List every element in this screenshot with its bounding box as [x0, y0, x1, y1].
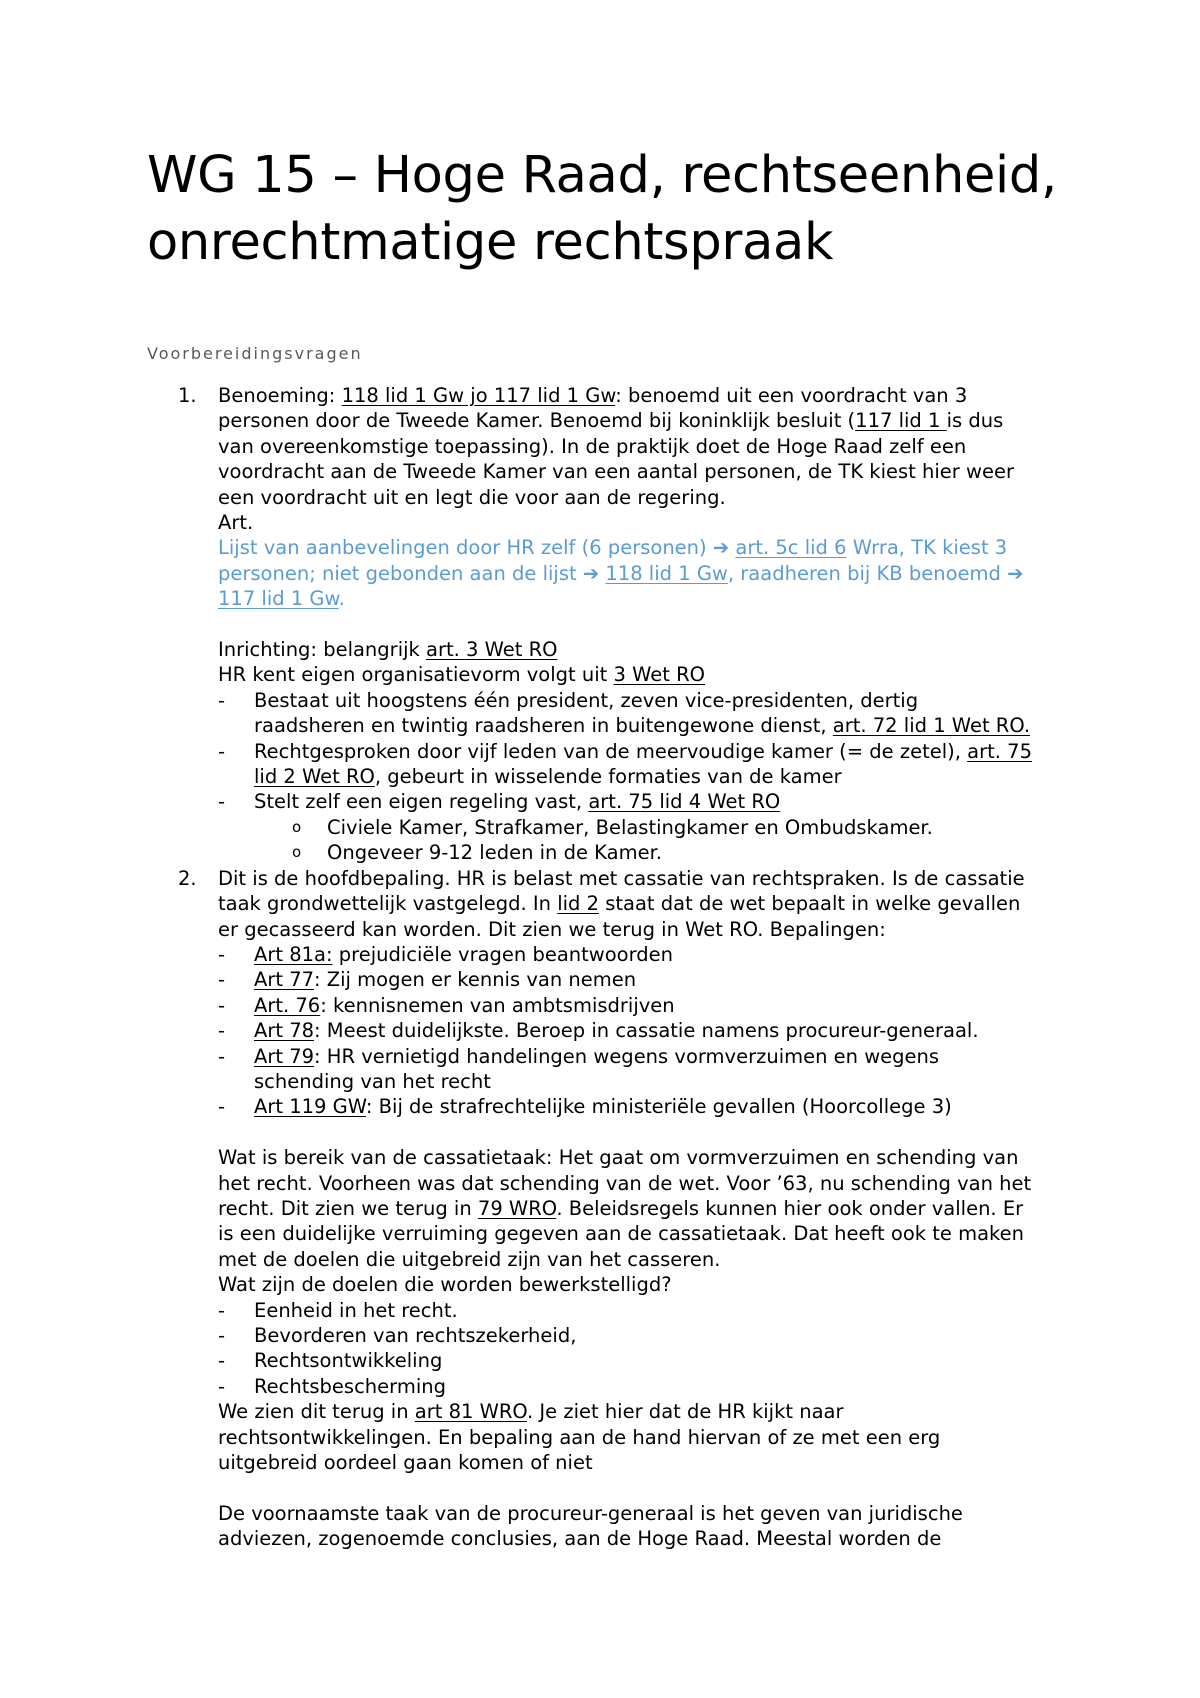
bullet-item: - Art 79: HR vernietigd handelingen wegens vormverzuimen en wegens	[218, 1044, 940, 1068]
text-line: lid 2 Wet RO, gebeurt in wisselende formaties van de kamer	[254, 765, 842, 789]
article-reference: 118 lid 1 Gw	[605, 561, 728, 585]
page-title: WG 15 – Hoge Raad, rechtseenheid, onrechtmatige rechtspraak	[147, 146, 1057, 272]
text-line: van overeenkomstige toepassing). In de praktijk doet de Hoge Raad zelf een	[218, 434, 967, 458]
text-line: voordracht aan de Tweede Kamer van een aantal personen, de TK kiest hier weer	[218, 460, 1014, 484]
article-reference: art. 75 lid 4 Wet RO	[588, 790, 781, 814]
bullet-item: - Art 81a: prejudiciële vragen beantwoorden	[218, 942, 674, 966]
text-line: Wat is bereik van de cassatietaak: Het gaat om vormverzuimen en schending van	[218, 1146, 1019, 1170]
text-line: is een duidelijke verruiming gegeven aan de cassatietaak. Dat heeft ook te maken	[218, 1222, 1024, 1246]
bullet-item: - Rechtsbescherming	[218, 1374, 446, 1398]
list-item-1: 1. Benoeming: 118 lid 1 Gw jo 117 lid 1 Gw: benoemd uit een voordracht van 3	[178, 384, 968, 407]
list-number: 1.	[178, 384, 197, 407]
article-reference: 118 lid 1 Gw jo 117 lid 1 Gw	[341, 384, 616, 407]
article-reference: Art 79	[254, 1044, 315, 1068]
text-line: We zien dit terug in art 81 WRO. Je ziet hier dat de HR kijkt naar	[218, 1400, 844, 1424]
article-reference: Art. 76	[254, 993, 321, 1017]
text-line: Art.	[218, 511, 254, 535]
article-reference: 117 lid 1	[855, 409, 947, 433]
article-reference: Art 119 GW	[254, 1095, 366, 1119]
article-reference: 117 lid 1 Gw	[218, 587, 339, 611]
bullet-item: - Rechtgesproken door vijf leden van de meervoudige kamer (= de zetel), art. 75	[218, 739, 1032, 763]
annotation-line: 117 lid 1 Gw.	[218, 587, 345, 611]
text-line: rechtsontwikkelingen. En bepaling aan de hand hiervan of ze met een erg	[218, 1425, 941, 1449]
article-reference: Art 77	[254, 968, 315, 992]
text-line: een voordracht uit en legt die voor aan de regering.	[218, 485, 726, 509]
article-reference: Art 81a:	[254, 942, 333, 966]
text-line: raadsheren en twintig raadsheren in buitengewone dienst, art. 72 lid 1 Wet RO.	[254, 714, 1031, 738]
sub-bullet-item: o Civiele Kamer, Strafkamer, Belastingkamer en Ombudskamer.	[292, 815, 933, 839]
text-line: Wat zijn de doelen die worden bewerkstelligd?	[218, 1273, 672, 1297]
text-line: adviezen, zogenoemde conclusies, aan de Hoge Raad. Meestal worden de	[218, 1527, 942, 1551]
list-number: 2.	[178, 866, 197, 890]
bullet-item: - Bestaat uit hoogstens één president, zeven vice-presidenten, dertig	[218, 688, 919, 712]
text-line: recht. Dit zien we terug in 79 WRO. Beleidsregels kunnen hier ook onder vallen. Er	[218, 1196, 1024, 1220]
article-reference: art. 3 Wet RO	[426, 638, 558, 662]
article-reference: art. 5c lid 6	[735, 536, 847, 560]
annotation-line: Lijst van aanbevelingen door HR zelf (6 personen) ➔ art. 5c lid 6 Wrra, TK kiest 3	[218, 536, 1008, 560]
document-body	[0, 383, 1200, 1552]
article-reference: Art 78	[254, 1019, 315, 1043]
bullet-item: - Eenheid in het recht.	[218, 1298, 458, 1322]
bullet-item: - Art 119 GW: Bij de strafrechtelijke ministeriële gevallen (Hoorcollege 3)	[218, 1095, 952, 1119]
text-line: het recht. Voorheen was dat schending van de wet. Voor ’63, nu schending van het	[218, 1171, 1032, 1195]
list-item-2: 2. Dit is de hoofdbepaling. HR is belast met cassatie van rechtspraken. Is de cassatie	[178, 866, 1025, 890]
text-line: HR kent eigen organisatievorm volgt uit 3 Wet RO	[218, 663, 705, 687]
text-line: taak grondwettelijk vastgelegd. In lid 2 staat dat de wet bepaalt in welke gevallen	[218, 892, 1021, 916]
bullet-item: - Art. 76: kennisnemen van ambtsmisdrijven	[218, 993, 675, 1017]
article-reference: art. 72 lid 1 Wet RO.	[832, 714, 1031, 738]
bullet-item: - Rechtsontwikkeling	[218, 1349, 443, 1373]
bullet-item: - Stelt zelf een eigen regeling vast, art. 75 lid 4 Wet RO	[218, 790, 781, 814]
text-line: personen door de Tweede Kamer. Benoemd bij koninklijk besluit (117 lid 1 is dus	[218, 409, 1004, 433]
text-line: De voornaamste taak van de procureur-generaal is het geven van juridische	[218, 1501, 963, 1525]
article-reference: 3 Wet RO	[613, 663, 705, 687]
sub-bullet-item: o Ongeveer 9-12 leden in de Kamer.	[292, 841, 662, 865]
bullet-item: - Art 77: Zij mogen er kennis van nemen	[218, 968, 637, 992]
text-line: Inrichting: belangrijk art. 3 Wet RO	[218, 638, 558, 662]
subtitle: Voorbereidingsvragen	[147, 344, 363, 363]
annotation-line: personen; niet gebonden aan de lijst ➔ 118 lid 1 Gw, raadheren bij KB benoemd ➔	[218, 561, 1024, 585]
article-reference: lid 2	[557, 892, 600, 916]
article-reference: art 81 WRO	[414, 1400, 527, 1424]
article-reference: lid 2 Wet RO	[254, 765, 375, 789]
article-reference: art. 75	[967, 739, 1032, 763]
bullet-item: - Bevorderen van rechtszekerheid,	[218, 1324, 577, 1347]
article-reference: 79 WRO	[477, 1196, 557, 1220]
bullet-item: - Art 78: Meest duidelijkste. Beroep in cassatie namens procureur-generaal.	[218, 1019, 979, 1043]
text-line: er gecasseerd kan worden. Dit zien we terug in Wet RO. Bepalingen:	[218, 917, 886, 941]
text-line: uitgebreid oordeel gaan komen of niet	[218, 1451, 593, 1475]
text-line: schending van het recht	[254, 1069, 491, 1093]
text-line: met de doelen die uitgebreid zijn van het casseren.	[218, 1247, 721, 1271]
